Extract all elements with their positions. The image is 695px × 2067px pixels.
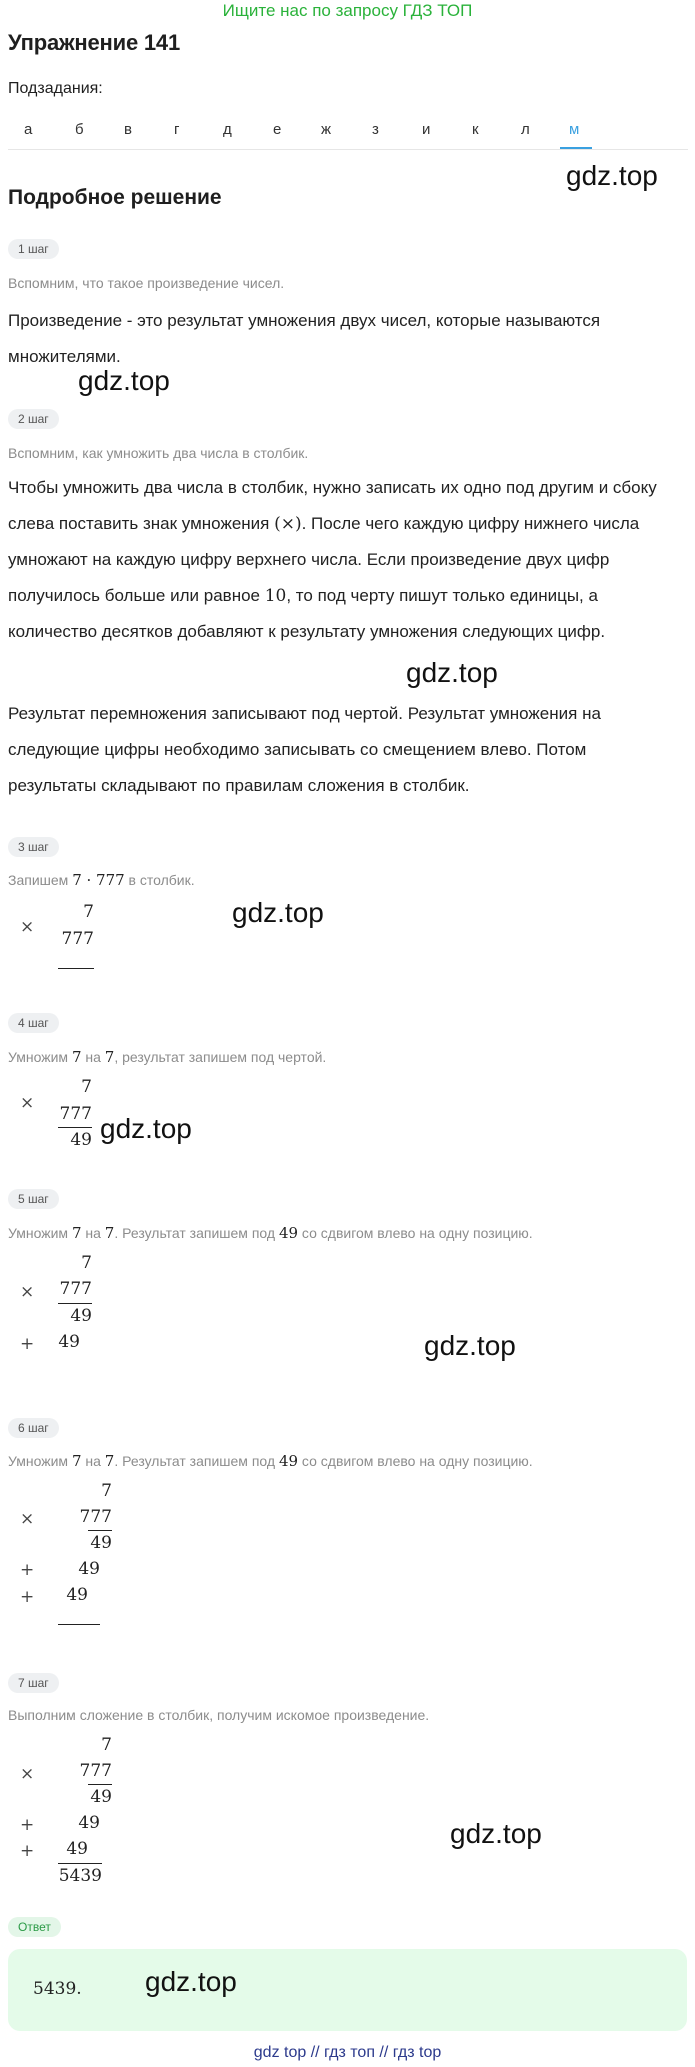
step-text-part: , то под черту пишут только единицы, а количество десятков добавляют к результату умножения следующих цифр.	[8, 586, 606, 641]
multiplicand: 7	[83, 902, 94, 922]
underline	[58, 1863, 102, 1864]
hint-part: в столбик.	[124, 872, 195, 888]
times-sign: ×	[20, 1282, 35, 1302]
step-hint: Вспомним, как умножить два числа в столбик.	[8, 445, 309, 461]
multiplicand: 7	[101, 1481, 112, 1501]
step-text	[8, 470, 678, 650]
plus-sign: +	[20, 1841, 35, 1861]
underline	[58, 1127, 92, 1128]
footer-links[interactable]: gdz top // гдз топ // гдз top	[253, 2044, 442, 2061]
multiplier: 777	[59, 1279, 92, 1299]
hint-math: 49	[278, 1452, 299, 1470]
step-badge: 4 шаг	[8, 1013, 59, 1033]
tab-zh[interactable]: ж	[321, 121, 332, 138]
plus-sign: +	[20, 1334, 35, 1354]
hint-part: на	[81, 1049, 105, 1065]
search-banner: Ищите нас по запросу ГДЗ ТОП	[222, 1, 473, 20]
partial-product: 49	[70, 1130, 92, 1150]
answer-box	[8, 1949, 687, 2031]
page-title: Упражнение 141	[8, 30, 180, 55]
partial-product: 49	[70, 1306, 92, 1326]
hint-part: Умножим	[8, 1225, 72, 1241]
underline	[58, 968, 94, 969]
final-result: 5439	[58, 1866, 102, 1886]
plus-sign: +	[20, 1815, 35, 1835]
plus-sign: +	[20, 1587, 35, 1607]
tab-z[interactable]: з	[372, 121, 379, 138]
answer-badge: Ответ	[8, 1917, 61, 1937]
hint-part: на	[81, 1225, 105, 1241]
watermark: gdz.top	[145, 1966, 237, 1997]
step-hint: Выполним сложение в столбик, получим искомое произведение.	[8, 1707, 430, 1723]
step-text: Результат перемножения записывают под чертой. Результат умножения на следующие цифры необходимо записывать со смещением влево. Потом результаты складывают по правилам сложения в столбик.	[8, 704, 601, 795]
partial-product-shifted: 49	[58, 1332, 80, 1352]
hint-math: 7	[104, 1452, 115, 1470]
times-sign: ×	[20, 1764, 35, 1784]
tab-b[interactable]: б	[75, 121, 84, 138]
hint-part: . Результат запишем под	[114, 1225, 279, 1241]
step-hint	[8, 1048, 326, 1066]
hint-part: Умножим	[8, 1049, 72, 1065]
active-tab-indicator	[560, 147, 592, 149]
step-hint	[8, 871, 195, 889]
step-hint: Вспомним, что такое произведение чисел.	[8, 275, 285, 291]
partial-product-shifted-2: 49	[66, 1839, 88, 1859]
watermark: gdz.top	[100, 1113, 192, 1144]
step-badge: 6 шаг	[8, 1418, 59, 1438]
step-badge: 3 шаг	[8, 837, 59, 857]
tab-v[interactable]: в	[124, 121, 132, 138]
hint-math: 7	[71, 1452, 82, 1470]
multiplier: 777	[59, 1104, 92, 1124]
plus-sign: +	[20, 1560, 35, 1580]
underline	[88, 1784, 112, 1785]
step-badge: 7 шаг	[8, 1673, 59, 1693]
watermark: gdz.top	[566, 160, 658, 191]
hint-part: . Результат запишем под	[114, 1453, 279, 1469]
step-text: Произведение - это результат умножения двух чисел, которые называются множителями.	[8, 311, 601, 366]
hint-math: 7	[104, 1048, 115, 1066]
hint-math: 7 · 777	[72, 871, 125, 889]
underline	[58, 1303, 92, 1304]
partial-product-shifted: 49	[78, 1559, 100, 1579]
times-sign: ×	[20, 1509, 35, 1529]
step-badge: 5 шаг	[8, 1189, 59, 1209]
hint-math: 49	[278, 1224, 299, 1242]
partial-product: 49	[90, 1787, 112, 1807]
hint-part: со сдвигом влево на одну позицию.	[298, 1225, 533, 1241]
tab-i[interactable]: и	[422, 121, 431, 138]
hint-part: на	[81, 1453, 105, 1469]
subtask-tabs	[8, 113, 688, 150]
hint-math: 7	[71, 1224, 82, 1242]
watermark: gdz.top	[406, 657, 498, 688]
tab-a[interactable]: а	[24, 121, 33, 138]
times-sign: ×	[20, 1093, 35, 1113]
underline	[58, 1624, 100, 1625]
multiplier: 777	[61, 929, 94, 949]
times-sign: ×	[20, 917, 35, 937]
step-hint	[8, 1452, 533, 1470]
step-text-part: Чтобы умножить два числа в столбик, нужно записать их одно под другим и сбоку слева поставить знак умножения	[8, 478, 657, 533]
tab-m-active[interactable]: м	[569, 121, 580, 138]
hint-part: со сдвигом влево на одну позицию.	[298, 1453, 533, 1469]
answer-value: 5439.	[33, 1979, 82, 1999]
math-symbol: (×)	[274, 514, 302, 534]
underline	[88, 1530, 112, 1531]
step-badge: 2 шаг	[8, 409, 59, 429]
subtasks-label: Подзадания:	[8, 80, 103, 97]
tab-d[interactable]: д	[223, 121, 232, 138]
watermark: gdz.top	[424, 1330, 516, 1361]
hint-part: Умножим	[8, 1453, 72, 1469]
tab-g[interactable]: г	[174, 121, 180, 138]
solution-heading: Подробное решение	[8, 186, 222, 209]
multiplier: 777	[79, 1507, 112, 1527]
multiplier: 777	[79, 1761, 112, 1781]
multiplicand: 7	[101, 1735, 112, 1755]
step-badge: 1 шаг	[8, 239, 59, 259]
step-hint	[8, 1224, 533, 1242]
tab-k[interactable]: к	[472, 121, 479, 138]
hint-part: Запишем	[8, 872, 73, 888]
tab-e[interactable]: е	[273, 121, 282, 138]
watermark: gdz.top	[232, 897, 324, 928]
multiplicand: 7	[81, 1077, 92, 1097]
partial-product: 49	[90, 1533, 112, 1553]
tab-l[interactable]: л	[521, 121, 530, 138]
math-number: 10	[264, 586, 287, 606]
hint-math: 7	[104, 1224, 115, 1242]
step-text-part: . После чего каждую цифру нижнего числа умножают на каждую цифру верхнего числа. Если произведение двух цифр получилось больше или равное	[8, 514, 640, 605]
partial-product-shifted: 49	[78, 1813, 100, 1833]
multiplicand: 7	[81, 1253, 92, 1273]
hint-part: , результат запишем под чертой.	[114, 1049, 327, 1065]
partial-product-shifted-2: 49	[66, 1585, 88, 1605]
watermark: gdz.top	[78, 365, 170, 396]
watermark: gdz.top	[450, 1818, 542, 1849]
hint-math: 7	[71, 1048, 82, 1066]
